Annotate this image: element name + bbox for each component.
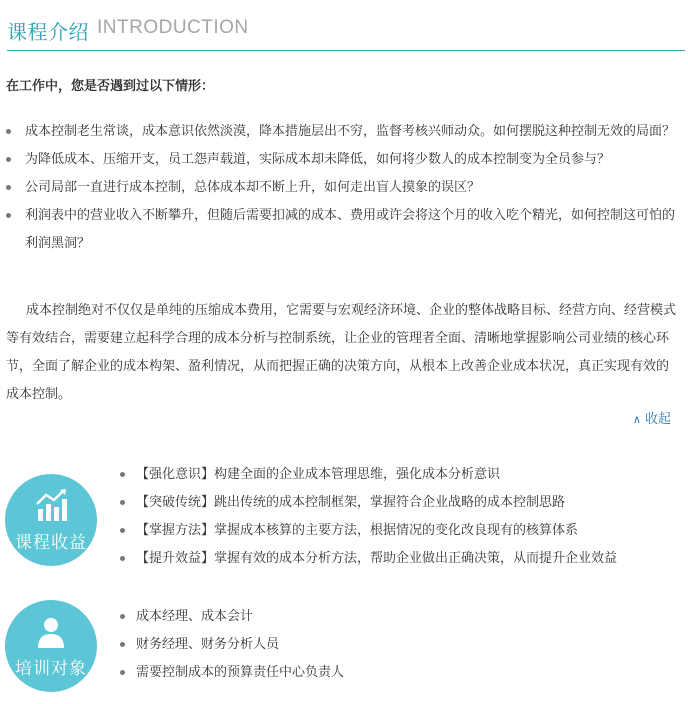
situation-item: 成本控制老生常谈，成本意识依然淡漠，降本措施层出不穷，监督考核兴师动众。如何摆脱这种控制无效的局面？ [4,118,676,146]
benefit-item: 【强化意识】构建全面的企业成本管理思维，强化成本分析意识 [118,461,617,489]
benefits-list [118,461,617,573]
audience-label: 培训对象 [15,659,87,679]
benefits-badge [5,474,97,566]
audience-badge [5,600,97,692]
benefit-item: 【突破传统】跳出传统的成本控制框架，掌握符合企业战略的成本控制思路 [118,489,617,517]
person-icon [34,615,68,649]
situation-list [4,118,676,258]
audience-item: 需要控制成本的预算责任中心负责人 [118,659,344,687]
situation-item: 公司局部一直进行成本控制，总体成本却不断上升，如何走出盲人摸象的误区？ [4,174,676,202]
collapse-label: 收起 [644,412,671,427]
audience-list [118,603,344,687]
chevron-up-icon: ∧ [632,413,641,426]
benefit-item: 【提升效益】掌握有效的成本分析方法，帮助企业做出正确决策，从而提升企业效益 [118,545,617,573]
section-header [7,14,685,51]
situation-item: 利润表中的营业收入不断攀升，但随后需要扣减的成本、费用或许会将这个月的收入吃个精光，如何控制这可怕的利润黑洞？ [4,202,676,258]
benefit-item: 【掌握方法】掌握成本核算的主要方法，根据情况的变化改良现有的核算体系 [118,517,617,545]
section-title: 课程介绍 [7,20,89,44]
benefits-label: 课程收益 [15,533,87,553]
intro-question: 在工作中，您是否遇到过以下情形： [6,79,215,94]
situation-item: 为降低成本、压缩开支，员工怨声载道，实际成本却未降低，如何将少数人的成本控制变为全员参与？ [4,146,676,174]
intro-paragraph: 成本控制绝对不仅仅是单纯的压缩成本费用，它需要与宏观经济环境、企业的整体战略目标、经营方向、经营模式等有效结合，需要建立起科学合理的成本分析与控制系统，让企业的管理者全面、清晰地掌握影响公司业绩的核心环节，全面了解企业的成本构架、盈利情况，从而把握正确的决策方向，从根本上改善企业成本状况，真正实现有效的成本控制。 [6,303,677,402]
bar-chart-trend-icon [34,489,68,523]
audience-item: 财务经理、财务分析人员 [118,631,344,659]
collapse-link[interactable] [633,408,671,427]
audience-item: 成本经理、成本会计 [118,603,344,631]
section-title-english: INTRODUCTION [97,17,249,38]
